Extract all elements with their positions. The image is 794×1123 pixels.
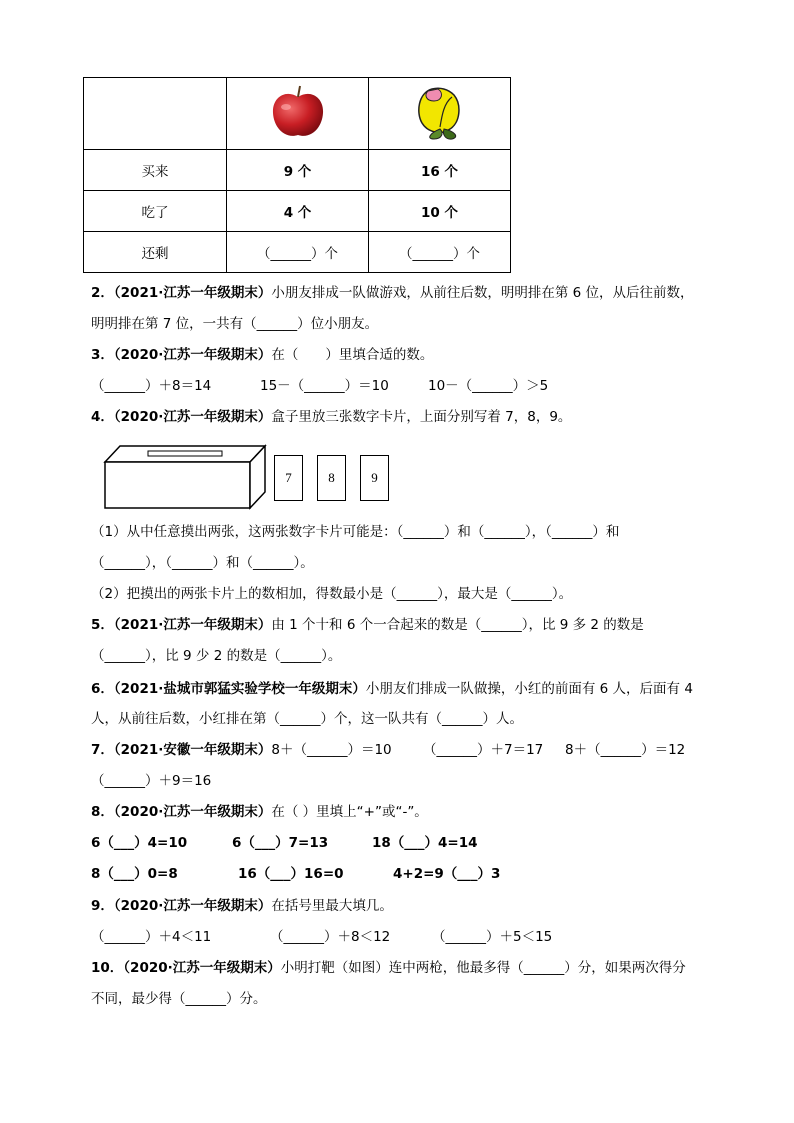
question-4-part-1: （1）从中任意摸出两张，这两张数字卡片可能是：（______）和（______），（______）和 <box>91 524 620 540</box>
row-label: 吃了 <box>84 191 227 232</box>
equation: 8（___）0=8 <box>91 866 178 882</box>
question-number: 2． <box>91 285 114 301</box>
question-source: （2021·江苏一年级期末） <box>113 617 272 633</box>
question-number: 9． <box>91 898 114 914</box>
question-text: 小明打靶（如图）连中两枪，他最多得（______）分，如果两次得分 <box>280 960 686 976</box>
question-number: 3． <box>91 347 114 363</box>
question-source: （2021·江苏一年级期末） <box>113 285 272 301</box>
number-card: 7 <box>274 455 303 501</box>
equation: 8＋（______）＝12 <box>565 742 686 758</box>
apple-answer-blank[interactable]: （______）个 <box>227 232 369 273</box>
equation: 10－（______）＞5 <box>428 378 549 394</box>
number-card: 9 <box>360 455 389 501</box>
question-8 <box>91 803 428 821</box>
question-text: 由 1 个十和 6 个一合起来的数是（______），比 9 多 2 的数是 <box>271 617 644 633</box>
equation: （______）＋5＜15 <box>432 929 553 945</box>
equation: 16（___）16=0 <box>238 866 344 882</box>
question-source: （2021·安徽一年级期末） <box>113 742 272 758</box>
equation: （______）＋7＝17 <box>423 742 544 758</box>
equation: （______）＋8＜12 <box>270 929 391 945</box>
equation: 6（___）7=13 <box>232 835 329 851</box>
equation: （______）＋4＜11 <box>91 929 212 945</box>
apple-value: 4 个 <box>227 191 369 232</box>
equation: 15－（______）＝10 <box>260 378 389 394</box>
question-source: （2020·江苏一年级期末） <box>123 960 281 976</box>
question-number: 8． <box>91 804 114 820</box>
equation: （______）＋9＝16 <box>91 773 212 789</box>
question-4-part-2: （2）把摸出的两张卡片上的数相加，得数最小是（______），最大是（______）。 <box>91 586 573 602</box>
question-9 <box>91 897 393 915</box>
row-label: 还剩 <box>84 232 227 273</box>
question-source: （2021·盐城市郭猛实验学校一年级期末） <box>113 681 366 697</box>
question-source: （2020·江苏一年级期末） <box>113 804 272 820</box>
question-2 <box>91 284 694 302</box>
number-card: 8 <box>317 455 346 501</box>
table-row <box>84 150 511 191</box>
table-corner-cell <box>84 78 227 150</box>
table-row <box>84 232 511 273</box>
question-text: 小朋友们排成一队做操，小红的前面有 6 人，后面有 4 <box>365 681 693 697</box>
peach-value: 10 个 <box>369 191 511 232</box>
box-and-cards-figure <box>100 442 400 514</box>
question-text: 小朋友排成一队做游戏，从前往后数，明明排在第 6 位，从后往前数， <box>271 285 694 301</box>
apple-icon <box>268 83 328 141</box>
question-number: 7． <box>91 742 114 758</box>
question-4-part-1-cont: （______），（______）和（______）。 <box>91 555 314 571</box>
table-row <box>84 191 511 232</box>
apple-image-cell <box>227 78 369 150</box>
question-5-cont: （______），比 9 少 2 的数是（______）。 <box>91 648 342 664</box>
question-source: （2020·江苏一年级期末） <box>113 347 272 363</box>
question-number: 10． <box>91 960 124 976</box>
peach-value: 16 个 <box>369 150 511 191</box>
equation: （______）＋8＝14 <box>91 378 212 394</box>
question-10 <box>91 959 686 977</box>
peach-answer-blank[interactable]: （______）个 <box>369 232 511 273</box>
question-2-cont: 明明排在第 7 位，一共有（______）位小朋友。 <box>91 316 379 332</box>
question-number: 4． <box>91 409 114 425</box>
question-7 <box>91 741 392 759</box>
box-illustration <box>100 442 400 514</box>
question-number: 5． <box>91 617 114 633</box>
question-text: 在括号里最大填几。 <box>271 898 393 914</box>
equation: 6（___）4=10 <box>91 835 188 851</box>
row-label: 买来 <box>84 150 227 191</box>
equation: 8＋（______）＝10 <box>271 742 392 758</box>
question-10-cont: 不同，最少得（______）分。 <box>91 991 267 1007</box>
fruit-table <box>83 77 511 273</box>
table-header-row <box>84 78 511 150</box>
question-text: 在（ ）里填合适的数。 <box>271 347 434 363</box>
question-source: （2020·江苏一年级期末） <box>113 409 272 425</box>
question-6-cont: 人，从前往后数，小红排在第（______）个，这一队共有（______）人。 <box>91 711 523 727</box>
question-text: 盒子里放三张数字卡片，上面分别写着 7，8，9。 <box>271 409 572 425</box>
question-5 <box>91 616 644 634</box>
apple-value: 9 个 <box>227 150 369 191</box>
question-source: （2020·江苏一年级期末） <box>113 898 272 914</box>
question-number: 6． <box>91 681 114 697</box>
question-3 <box>91 346 433 364</box>
equation: 4+2=9（___）3 <box>393 866 501 882</box>
peach-icon <box>412 83 468 141</box>
question-text: 在（ ）里填上“+”或“-”。 <box>271 804 428 820</box>
question-4 <box>91 408 571 426</box>
peach-image-cell <box>369 78 511 150</box>
equation: 18（___）4=14 <box>372 835 478 851</box>
question-6 <box>91 680 693 698</box>
